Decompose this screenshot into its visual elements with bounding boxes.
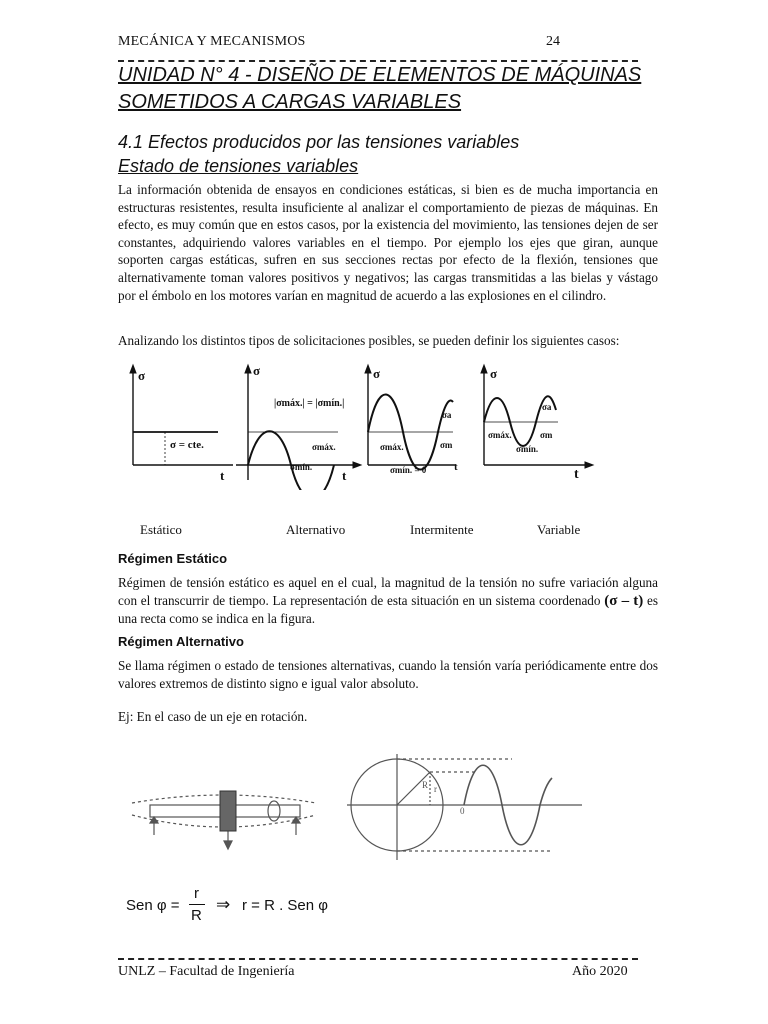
- graph1-constant-label: σ = cte.: [170, 439, 204, 451]
- cases-paragraph: Analizando los distintos tipos de solicitaciones posibles, se pueden definir los siguientes casos:: [118, 333, 620, 348]
- caption-intermittent: Intermitente: [410, 522, 474, 537]
- caption-alternating: Alternativo: [286, 522, 346, 537]
- graph2-abs-equality-label: |σmáx.| = |σmín.|: [274, 398, 345, 409]
- stress-time-graphs: [118, 360, 598, 490]
- graph4-sigma-label: σ: [490, 366, 498, 381]
- implies-arrow: ⇒: [216, 895, 231, 914]
- graph3-sigma-label: σ: [373, 366, 381, 381]
- graph2-smax-label: σmáx.: [312, 442, 336, 452]
- radius-label-R: R: [422, 780, 429, 790]
- running-header-title: MECÁNICA Y MECANISMOS: [118, 34, 306, 49]
- graph4-smax-label: σmáx.: [488, 430, 512, 440]
- rotating-shaft-sketch: [124, 775, 324, 855]
- graph4-t-label: t: [574, 467, 579, 482]
- graph4-sm-label: σm: [540, 430, 553, 440]
- subheading-static: Régimen Estático: [118, 551, 228, 566]
- alternating-paragraph: Se llama régimen o estado de tensiones alternativas, cuando la tensión varía periódicamente entre dos valores extremos de distinto signo e igual valor absoluto.: [118, 658, 658, 691]
- formula-rhs: r = R . Sen φ: [242, 897, 329, 914]
- graph2-sigma-label: σ: [253, 363, 261, 378]
- graph1-sigma-label: σ: [138, 368, 146, 383]
- section-title: [118, 130, 658, 178]
- formula-numerator: r: [194, 885, 199, 902]
- graph3-smin-zero-label: σmín. = 0: [390, 465, 427, 475]
- graph1-t-label: t: [220, 468, 225, 483]
- circle-sine-sketch: [342, 742, 592, 872]
- static-paragraph-text-end: es una recta como se indica en la figura.: [118, 592, 659, 627]
- footer-year: Año 2020: [572, 964, 628, 979]
- graph3-t-label: t: [454, 461, 458, 473]
- caption-static: Estático: [140, 522, 182, 537]
- origin-label: 0: [460, 806, 465, 816]
- graph4-sa-label: σa: [542, 402, 552, 412]
- sigma-t-symbol: (σ – t): [604, 592, 644, 609]
- page-number: 24: [546, 34, 560, 49]
- graph3-sm-label: σm: [440, 440, 453, 450]
- graph2-smin-label: σmín.: [290, 462, 313, 472]
- unit-title-line2: SOMETIDOS A CARGAS VARIABLES: [118, 91, 462, 113]
- graph4-smin-label: σmín.: [516, 444, 539, 454]
- graph2-t-label: t: [342, 468, 347, 483]
- intro-paragraph: La información obtenida de ensayos en condiciones estáticas, si bien es de mucha importancia en estructuras resistentes, resulta insuficiente al analizar el comportamiento de piezas de máquinas. En efecto, es muy común que en estos casos, por la existencia del movimiento, las tensiones dejen de ser constantes, adquiriendo valores variables en el tiempo. Por ejemplo los ejes que giran, aunque soporten cargas estáticas, sufren en sus secciones rectas por efecto de la flexión, tensiones que alternativamente toman valores positivos y negativos; las cargas transmitidas a las bielas y vástago por el émbolo en los motores varían en magnitud de acuerdo a las explosiones en el cilindro.: [118, 182, 658, 303]
- unit-title: [118, 62, 658, 116]
- graph3-sa-label: σa: [442, 410, 452, 420]
- footer-divider: [118, 958, 638, 960]
- formula-denominator: R: [191, 907, 202, 924]
- static-paragraph: [118, 574, 658, 628]
- radius-label-r: r: [434, 784, 437, 794]
- example-paragraph: Ej: En el caso de un eje en rotación.: [118, 709, 308, 724]
- graph3-smax-label: σmáx.: [380, 442, 404, 452]
- caption-variable: Variable: [537, 522, 581, 537]
- static-paragraph-text: Régimen de tensión estático es aquel en el cual, la magnitud de la tensión no sufre variación alguna con el transcurrir de tiempo. La representación de esta situación en un sistema coordenado: [118, 575, 658, 608]
- unit-title-line1: UNIDAD N° 4 - DISEÑO DE ELEMENTOS DE MÁQUINAS: [118, 64, 642, 86]
- fraction-bar: [189, 904, 205, 905]
- formula-lhs: Sen φ =: [126, 897, 180, 914]
- section-title-line: 4.1 Efectos producidos por las tensiones variables: [118, 132, 520, 152]
- footer-institution: UNLZ – Facultad de Ingeniería: [118, 964, 295, 979]
- subheading-alternating: Régimen Alternativo: [118, 634, 244, 649]
- section-subtitle: Estado de tensiones variables: [118, 156, 359, 176]
